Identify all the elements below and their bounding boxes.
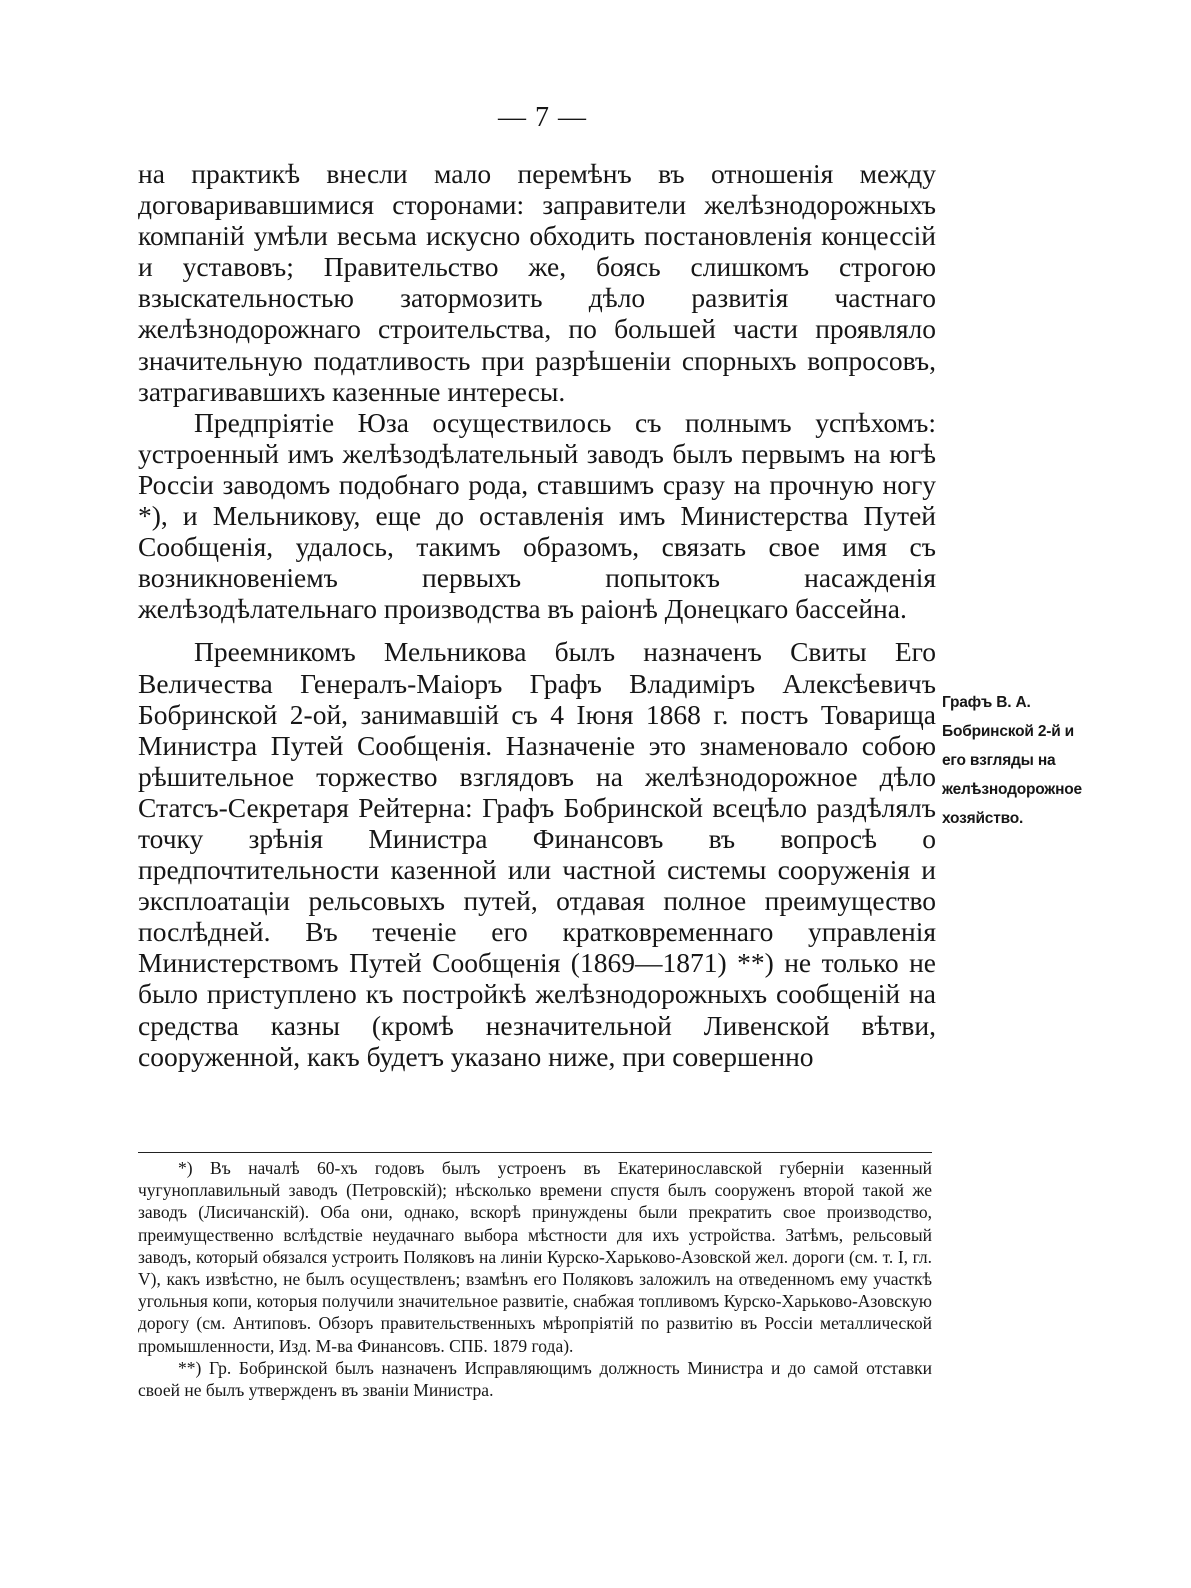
body-text <box>138 158 936 1072</box>
margin-note: Графъ В. А. Бобринской 2-й и его взгляды на желѣзнодорожное хозяйство. <box>942 694 1082 827</box>
footnote-2: **) Гр. Бобринской былъ назначенъ Исправляющимъ должность Министра и до самой отставки своей не былъ утвержденъ въ званіи Министра. <box>138 1357 932 1401</box>
footnote-divider <box>138 1152 932 1153</box>
paragraph-continued: на практикѣ внесли мало перемѣнъ въ отношенія между договаривавшимися сторонами: заправители желѣзнодорожныхъ компаній умѣли весьма искусно обходить постановленія концессій и уставовъ; Правительство же, боясь слишкомъ строгою взыскательностью затормозить дѣло развитія частнаго желѣзнодорожнаго строительства, по большей части проявляло значительную податливость при разрѣшеніи спорныхъ вопросовъ, затрагивавшихъ казенные интересы. <box>138 158 936 407</box>
paragraph-yuz-enterprise: Предпріятіе Юза осуществилось съ полнымъ успѣхомъ: устроенный имъ желѣзодѣлательный заводъ былъ первымъ на югѣ Россіи заводомъ подобнаго рода, ставшимъ сразу на прочную ногу *), и Мельникову, еще до оставленія имъ Министерства Путей Сообщенія, удалось, такимъ образомъ, связать свое имя съ возникновеніемъ первыхъ попытокъ насажденія желѣзодѣлательнаго производства въ раіонѣ Донецкаго бассейна. <box>138 406 936 625</box>
footnotes <box>138 1157 932 1401</box>
paragraph-bobrinskoy: Преемникомъ Мельникова былъ назначенъ Свиты Его Величества Генералъ-Маіоръ Графъ Владиміръ Алексѣевичъ Бобринской 2-ой, занимавшій съ 4 Іюня 1868 г. постъ Товарища Министра Путей Сообщенія. Назначеніе это знаменовало собою рѣшительное торжество взглядовъ на желѣзнодорожное дѣло Статсъ-Секретаря Рейтерна: Графъ Бобринской всецѣло раздѣлялъ точку зрѣнія Министра Финансовъ въ вопросѣ о предпочтительности казенной или частной системы сооруженія и эксплоатаціи рельсовыхъ путей, отдавая полное преимущество послѣдней. Въ теченіе его кратковременнаго управленія Министерствомъ Путей Сообщенія (1869—1871) **) не только не было приступлено къ постройкѣ желѣзнодорожныхъ сообщеній на средства казны (кромѣ незначительной Ливенской вѣтви, сооруженной, какъ будетъ указано ниже, при совершенно <box>138 636 936 1072</box>
page-number: — 7 — <box>498 102 587 133</box>
footnote-1: *) Въ началѣ 60-хъ годовъ былъ устроенъ въ Екатеринославской губерніи казенный чугуноплавильный заводъ (Петровскій); нѣсколько времени спустя былъ сооруженъ второй такой же заводъ (Лисичанскій). Оба они, однако, вскорѣ принуждены были прекратить свое производство, преимущественно вслѣдствіе неудачнаго выбора мѣстности для ихъ устройства. Затѣмъ, рельсовый заводъ, который обязался устроить Поляковъ на линіи Курско-Харьково-Азовской жел. дороги (см. т. I, гл. V), какъ извѣстно, не былъ осуществленъ; взамѣнъ его Поляковъ заложилъ на отведенномъ ему участкѣ угольныя копи, которыя получили значительное развитіе, снабжая топливомъ Курско-Харьково-Азовскую дорогу (см. Антиповъ. Обзоръ правительственныхъ мѣропріятій по развитію въ Россіи металлической промышленности, Изд. М-ва Финансовъ. СПБ. 1879 года). <box>138 1158 932 1356</box>
